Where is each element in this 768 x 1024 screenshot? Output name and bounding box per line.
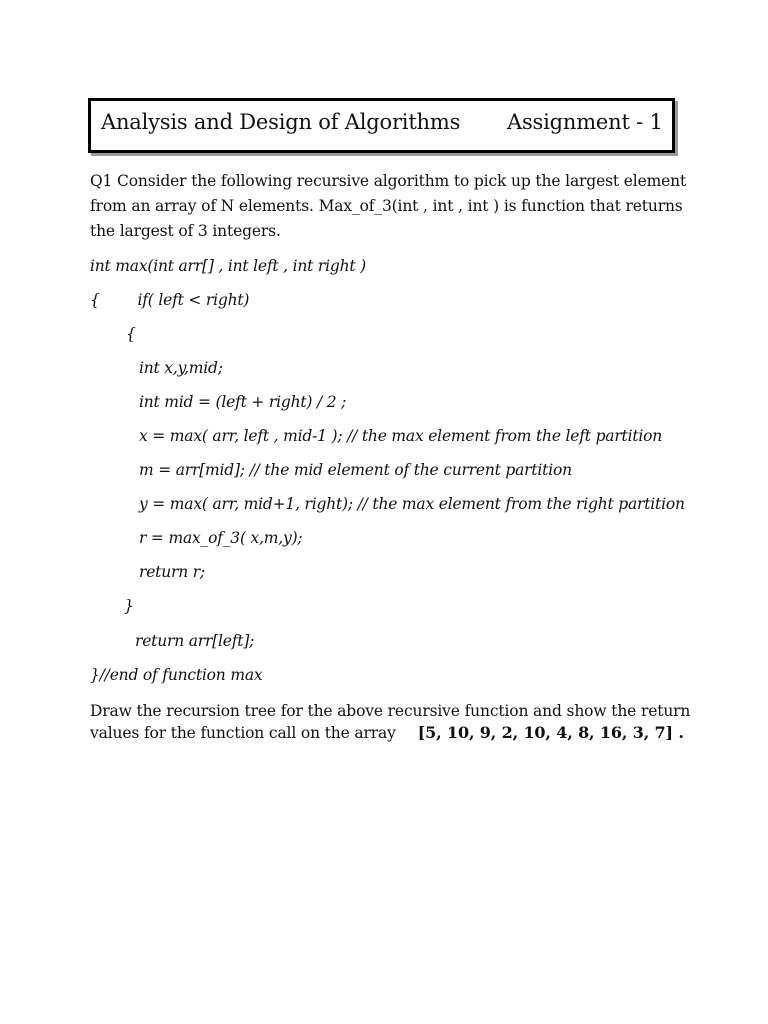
header-box bbox=[88, 98, 675, 153]
code-line: x = max( arr, left , mid-1 ); // the max element from the left partition bbox=[139, 427, 663, 445]
code-line: int mid = (left + right) / 2 ; bbox=[139, 393, 347, 411]
question-intro bbox=[90, 169, 687, 244]
instruction-line-2 bbox=[90, 722, 690, 744]
intro-line: the largest of 3 integers. bbox=[90, 222, 281, 240]
assignment-label: Assignment - 1 bbox=[507, 110, 663, 134]
document-title: Analysis and Design of Algorithms bbox=[101, 110, 461, 134]
code-line: return arr[left]; bbox=[135, 632, 255, 650]
code-line: r = max_of_3( x,m,y); bbox=[139, 529, 303, 547]
question-instruction bbox=[90, 700, 690, 744]
instruction-line: Draw the recursion tree for the above recursive function and show the return bbox=[90, 702, 691, 720]
code-line: return r; bbox=[139, 563, 205, 581]
instruction-text: values for the function call on the array bbox=[90, 724, 396, 742]
intro-line: from an array of N elements. Max_of_3(int , int , int ) is function that returns bbox=[90, 197, 683, 215]
code-line: } bbox=[124, 597, 134, 615]
code-line: int max(int arr[] , int left , int right ) bbox=[90, 257, 366, 275]
code-line: m = arr[mid]; // the mid element of the current partition bbox=[139, 461, 572, 479]
code-line: { bbox=[126, 325, 136, 343]
code-line: y = max( arr, mid+1, right); // the max element from the right partition bbox=[139, 495, 685, 513]
array-value: [5, 10, 9, 2, 10, 4, 8, 16, 3, 7] . bbox=[417, 723, 684, 742]
intro-line: Q1 Consider the following recursive algorithm to pick up the largest element bbox=[90, 172, 687, 190]
code-line: int x,y,mid; bbox=[139, 359, 223, 377]
code-line: { if( left < right) bbox=[90, 291, 250, 309]
code-line: }//end of function max bbox=[90, 666, 263, 684]
